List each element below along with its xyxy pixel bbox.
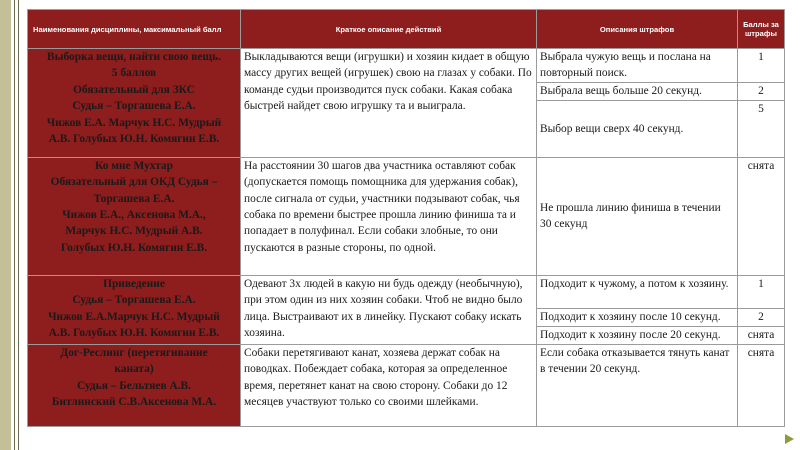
penalty-cell: Выбор вещи сверх 40 секунд.: [537, 100, 738, 157]
discipline-line: Судья – Торгашева Е.А.: [72, 100, 196, 113]
header-description: Краткое описание действий: [241, 10, 537, 49]
discipline-line: Обязательный для ОКД Судья –: [50, 176, 218, 189]
discipline-line: Чижов Е.А. Марчук Н.С. Мудрый: [46, 116, 222, 129]
penalty-cell: Выбрала вещь больше 20 секунд.: [537, 82, 738, 100]
olive-stripe: [0, 0, 11, 450]
header-penalties: Описания штрафов: [537, 10, 738, 49]
header-discipline: Наименования дисциплины, максимальный балл: [28, 10, 241, 49]
points-cell: снята: [738, 344, 785, 426]
points-cell: 1: [738, 275, 785, 308]
points-cell: 2: [738, 308, 785, 326]
penalty-cell: Подходит к хозяину после 20 секунд.: [537, 326, 738, 344]
discipline-line: Торгашева Е.А.: [93, 192, 175, 205]
discipline-line: Чижов Е.А.Марчук Н.С. Мудрый: [48, 310, 220, 323]
discipline-line: Голубых Ю.Н. Комягин Е.В.: [60, 241, 208, 254]
discipline-cell: [28, 49, 241, 158]
discipline-line: Марчук Н.С. Мудрый А.В.: [65, 225, 203, 238]
discipline-cell: [28, 157, 241, 275]
discipline-line: Ко мне Мухтар: [95, 159, 173, 172]
discipline-line: Судья – Бельтяев А.В.: [76, 379, 191, 392]
points-cell: снята: [738, 157, 785, 275]
table-row: [28, 49, 785, 83]
discipline-line: А.В. Голубых Ю.Н. Комягин Е.В.: [48, 133, 220, 146]
penalty-cell: Подходит к хозяину после 10 секунд.: [537, 308, 738, 326]
discipline-cell: [28, 275, 241, 344]
discipline-line: 5 баллов: [111, 67, 157, 80]
header-points: Баллы за штрафы: [738, 10, 785, 49]
description-cell: Выкладываются вещи (игрушки) и хозяин кидает в общую массу других вещей (игрушек) свою на глазах у собаки. По команде судьи производится пуск собаки. Какая собака быстрей найдет свою игрушку та и выиграла.: [241, 49, 537, 158]
discipline-line: Обязательный для ЗКС: [73, 83, 195, 96]
table-row: [28, 157, 785, 275]
table-row: [28, 275, 785, 308]
discipline-line: А.В. Голубых Ю.Н. Комягин Е.В.: [48, 327, 220, 340]
discipline-line: Выборка вещи, найти свою вещь.: [47, 51, 221, 63]
table-row: [28, 344, 785, 426]
discipline-cell: [28, 344, 241, 426]
decorative-line: [18, 0, 19, 450]
description-cell: Одевают 3х людей в какую ни будь одежду (необычную), при этом один из них хозяин собаки. Чтоб не видно было лица. Выстраивают их в линейку. Пускают собаку искать хозяина.: [241, 275, 537, 344]
penalty-cell: Выбрала чужую вещь и послана на повторный поиск.: [537, 49, 738, 83]
description-cell: Собаки перетягивают канат, хозяева держат собак на поводках. Побеждает собака, которая за определенное время, перетянет канат на свою сторону. Собаки до 12 месяцев участвуют только со своими шлейками.: [241, 344, 537, 426]
competition-table: [27, 9, 785, 427]
points-cell: 2: [738, 82, 785, 100]
next-slide-arrow-icon[interactable]: [785, 434, 794, 444]
decorative-line: [14, 0, 15, 450]
discipline-line: Приведение: [103, 277, 165, 290]
penalty-cell: Подходит к чужому, а потом к хозяину.: [537, 275, 738, 308]
discipline-line: Чижов Е.А., Аксенова М.А.,: [62, 209, 206, 222]
header-row: [28, 10, 785, 49]
discipline-line: Дог-Реслинг (перетягивание: [60, 346, 208, 359]
discipline-line: Битлинский С.В.Аксенова М.А.: [51, 396, 217, 409]
description-cell: На расстоянии 30 шагов два участника оставляют собак (допускается помощь помощника для удержания собак), после сигнала от судьи, участники подзывают собак, чья собака по времени быстрее прошла линию финиша та и попадает в полуфинал. Если собаки злобные, то они пускаются в разные стороны, по одной.: [241, 157, 537, 275]
discipline-line: каната): [114, 363, 154, 376]
discipline-line: Судья – Торгашева Е.А.: [72, 294, 196, 307]
points-cell: 1: [738, 49, 785, 83]
points-cell: снята: [738, 326, 785, 344]
penalty-cell: Если собака отказывается тянуть канат в течении 20 секунд.: [537, 344, 738, 426]
points-cell: 5: [738, 100, 785, 157]
penalty-cell: Не прошла линию финиша в течении 30 секунд: [537, 157, 738, 275]
